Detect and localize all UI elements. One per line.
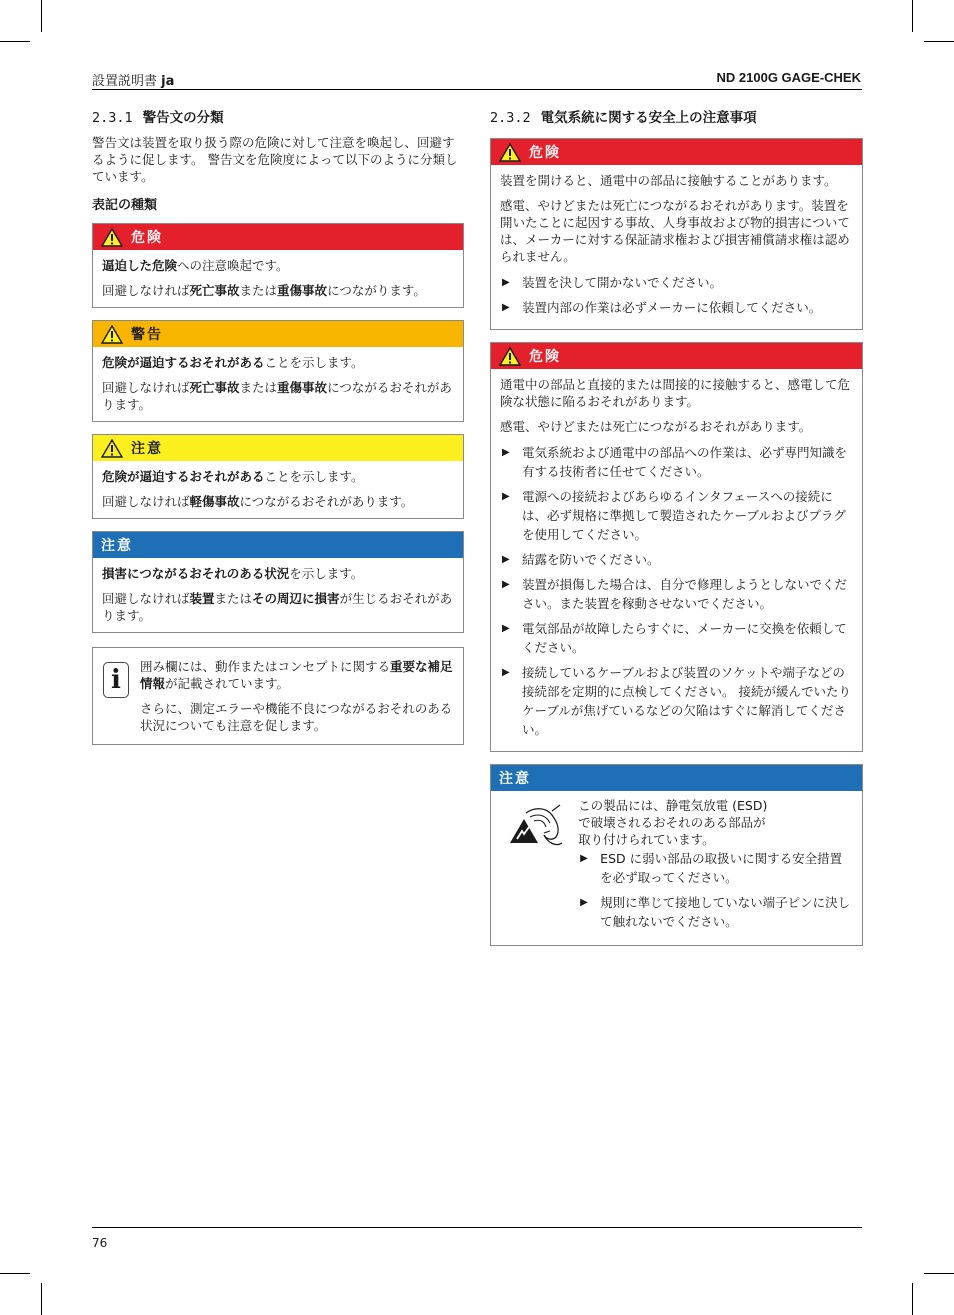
section-title: 警告文の分類 bbox=[142, 110, 224, 126]
bold-text: 重要な補足情報 bbox=[139, 659, 453, 691]
danger-body bbox=[491, 369, 862, 751]
notice-label: 注意 bbox=[499, 771, 531, 787]
warning-triangle-icon bbox=[499, 347, 521, 366]
info-icon: i bbox=[103, 662, 129, 698]
danger-list bbox=[500, 273, 853, 317]
crop-mark bbox=[924, 1273, 954, 1274]
notice-line2 bbox=[102, 590, 454, 624]
list-item bbox=[500, 443, 853, 481]
page-number: 76 bbox=[92, 1236, 108, 1250]
list-item-text: 装置が損傷した場合は、自分で修理しようとしないでください。また装置を稼動させないでください。 bbox=[522, 577, 848, 611]
danger-box-opening bbox=[490, 138, 863, 330]
warning-line1 bbox=[102, 354, 454, 371]
notice-header bbox=[93, 532, 463, 558]
right-column bbox=[490, 106, 863, 958]
list-item bbox=[578, 849, 853, 887]
list-item bbox=[500, 575, 853, 613]
text: ことを示します。 bbox=[264, 469, 364, 484]
list-item bbox=[500, 298, 853, 317]
text: 回避しなければ bbox=[102, 283, 190, 298]
bold-text: 装置 bbox=[189, 591, 215, 606]
list-item-text: 電源への接続およびあらゆるインタフェースへの接続には、必ず規格に準拠して製造されたケーブルおよびプラグを使用してください。 bbox=[522, 489, 846, 542]
intro-text: 警告文は装置を取り扱う際の危険に対して注意を喚起し、回避するように促します。 警告文を危険度によって以下のように分類しています。 bbox=[92, 135, 458, 184]
esd-line1: この製品には、静電気放電 (ESD) bbox=[578, 798, 768, 813]
crop-mark bbox=[0, 41, 30, 42]
list-item bbox=[578, 893, 853, 931]
warning-triangle-icon bbox=[101, 325, 123, 344]
danger-label: 危険 bbox=[529, 349, 561, 365]
list-item bbox=[500, 619, 853, 657]
text: を示します。 bbox=[289, 566, 364, 581]
caution-body bbox=[93, 461, 463, 518]
text: が記載されています。 bbox=[164, 676, 289, 691]
doc-title: 設置説明書 bbox=[92, 74, 158, 89]
bold-text: その周辺に損害 bbox=[252, 591, 340, 606]
bold-text: 重傷事故 bbox=[277, 283, 328, 298]
warning-triangle-icon bbox=[101, 228, 123, 247]
warning-line2 bbox=[102, 379, 454, 413]
text: への注意喚起です。 bbox=[177, 258, 289, 273]
list-item-text: 装置内部の作業は必ずメーカーに依頼してください。 bbox=[522, 300, 822, 315]
caution-line2 bbox=[102, 493, 454, 510]
text: 回避しなければ bbox=[102, 494, 190, 509]
danger-header bbox=[93, 224, 463, 250]
danger-box-electric bbox=[490, 342, 863, 752]
danger-line2 bbox=[102, 282, 454, 299]
bold-text: 死亡事故 bbox=[189, 380, 240, 395]
danger-para2: 感電、やけどまたは死亡につながるおそれがあります。 bbox=[500, 419, 812, 434]
list-item bbox=[500, 550, 853, 569]
danger-label: 危険 bbox=[131, 230, 163, 246]
bold-text: 逼迫した危険 bbox=[102, 258, 178, 273]
warning-header bbox=[93, 321, 463, 347]
list-item-text: 規則に準じて接地していない端子ピンに決して触れないでください。 bbox=[600, 895, 851, 929]
arrow-icon: ▶ bbox=[502, 491, 510, 502]
running-header-left bbox=[92, 70, 174, 89]
danger-list bbox=[500, 443, 853, 739]
product-name: ND 2100G GAGE-CHEK bbox=[716, 70, 861, 85]
arrow-icon: ▶ bbox=[502, 667, 510, 678]
danger-para1: 通電中の部品と直接的または間接的に接触すると、感電して危険な状態に陥るおそれがあります。 bbox=[500, 377, 851, 409]
text: 囲み欄には、動作またはコンセプトに関する bbox=[139, 659, 390, 674]
bold-text: 危険が逼迫するおそれがある bbox=[102, 469, 265, 484]
esd-line2: で破壊されるおそれのある部品が bbox=[578, 815, 766, 830]
text: につながるおそれがあります。 bbox=[239, 494, 414, 509]
notice-header bbox=[491, 765, 862, 791]
danger-body bbox=[491, 165, 862, 329]
esd-icon-wrapper bbox=[500, 797, 577, 937]
danger-header bbox=[491, 139, 862, 165]
section-heading bbox=[490, 106, 863, 126]
crop-mark bbox=[924, 41, 954, 42]
crop-mark bbox=[912, 0, 913, 32]
notice-line1 bbox=[102, 565, 454, 582]
esd-list bbox=[578, 849, 853, 931]
esd-hand-icon bbox=[500, 803, 570, 855]
left-column bbox=[92, 106, 464, 745]
section-number: 2.3.2 bbox=[490, 110, 531, 126]
crop-mark bbox=[41, 0, 42, 32]
esd-notice-box bbox=[490, 764, 863, 946]
notice-body bbox=[93, 558, 463, 632]
caution-header bbox=[93, 435, 463, 461]
warning-triangle-icon bbox=[499, 143, 521, 162]
caution-box bbox=[92, 434, 464, 519]
list-item-text: 接続しているケーブルおよび装置のソケットや端子などの接続部を定期的に点検してください。 接続が緩んでいたりケーブルが焦げているなどの欠陥はすぐに解消してください。 bbox=[522, 665, 851, 737]
list-item bbox=[500, 487, 853, 544]
crop-mark bbox=[0, 1273, 30, 1274]
bold-text: 重傷事故 bbox=[277, 380, 328, 395]
text: につながるおそれがあります。 bbox=[102, 380, 452, 412]
warning-box bbox=[92, 320, 464, 422]
esd-body bbox=[491, 791, 862, 945]
warning-label: 警告 bbox=[131, 327, 163, 343]
arrow-icon: ▶ bbox=[502, 277, 510, 288]
danger-header bbox=[491, 343, 862, 369]
bold-text: 軽傷事故 bbox=[189, 494, 240, 509]
section-title: 電気系統に関する安全上の注意事項 bbox=[540, 110, 757, 126]
section-heading bbox=[92, 106, 464, 126]
arrow-icon: ▶ bbox=[502, 623, 510, 634]
list-item-text: ESD に弱い部品の取扱いに関する安全措置を必ず取ってください。 bbox=[600, 851, 843, 885]
danger-label: 危険 bbox=[529, 145, 561, 161]
esd-line3: 取り付けられています。 bbox=[578, 832, 715, 847]
arrow-icon: ▶ bbox=[502, 302, 510, 313]
list-item bbox=[500, 663, 853, 739]
text: 回避しなければ bbox=[102, 380, 190, 395]
header-rule bbox=[92, 89, 862, 90]
text: が生じるおそれがあります。 bbox=[102, 591, 453, 623]
arrow-icon: ▶ bbox=[502, 554, 510, 565]
esd-text bbox=[578, 797, 853, 937]
text: または bbox=[239, 283, 278, 298]
warning-triangle-icon bbox=[101, 439, 123, 458]
list-item-text: 電気系統および通電中の部品への作業は、必ず専門知識を有する技術者に任せてください。 bbox=[522, 445, 848, 479]
info-box bbox=[92, 647, 464, 745]
list-item-text: 電気部品が故障したらすぐに、メーカーに交換を依頼してください。 bbox=[522, 621, 847, 655]
danger-box bbox=[92, 223, 464, 308]
caution-label: 注意 bbox=[131, 441, 163, 457]
arrow-icon: ▶ bbox=[502, 579, 510, 590]
crop-mark bbox=[41, 1283, 42, 1315]
bold-text: 損害につながるおそれのある状況 bbox=[102, 566, 290, 581]
text: ことを示します。 bbox=[264, 355, 364, 370]
text: につながります。 bbox=[327, 283, 426, 298]
info-para1 bbox=[140, 658, 454, 692]
list-item bbox=[500, 273, 853, 292]
bold-text: 死亡事故 bbox=[189, 283, 240, 298]
info-text bbox=[140, 658, 454, 734]
crop-mark bbox=[912, 1283, 913, 1315]
danger-para1: 装置を開けると、通電中の部品に接触することがあります。 bbox=[500, 173, 837, 188]
notice-box bbox=[92, 531, 464, 633]
footer-rule bbox=[92, 1227, 862, 1228]
bold-text: 危険が逼迫するおそれがある bbox=[102, 355, 265, 370]
text: 回避しなければ bbox=[102, 591, 190, 606]
danger-line1 bbox=[102, 257, 454, 274]
arrow-icon: ▶ bbox=[502, 447, 510, 458]
danger-body bbox=[93, 250, 463, 307]
danger-para2: 感電、やけどまたは死亡につながるおそれがあります。装置を開いたことに起因する事故、人身事故および物的損害については、メーカーに対する保証請求権および損害補償請求権は認められません。 bbox=[500, 198, 850, 264]
info-para2: さらに、測定エラーや機能不良につながるおそれのある状況についても注意を促します。 bbox=[139, 701, 453, 733]
notice-label: 注意 bbox=[101, 538, 133, 554]
text: または bbox=[214, 591, 253, 606]
doc-language: ja bbox=[161, 74, 175, 89]
text: または bbox=[239, 380, 278, 395]
arrow-icon: ▶ bbox=[580, 897, 588, 908]
list-item-text: 装置を決して開かないでください。 bbox=[522, 275, 723, 290]
subheading: 表記の種類 bbox=[92, 198, 158, 213]
arrow-icon: ▶ bbox=[580, 853, 588, 864]
caution-line1 bbox=[102, 468, 454, 485]
section-number: 2.3.1 bbox=[92, 110, 133, 126]
list-item-text: 結露を防いでください。 bbox=[522, 552, 660, 567]
warning-body bbox=[93, 347, 463, 421]
